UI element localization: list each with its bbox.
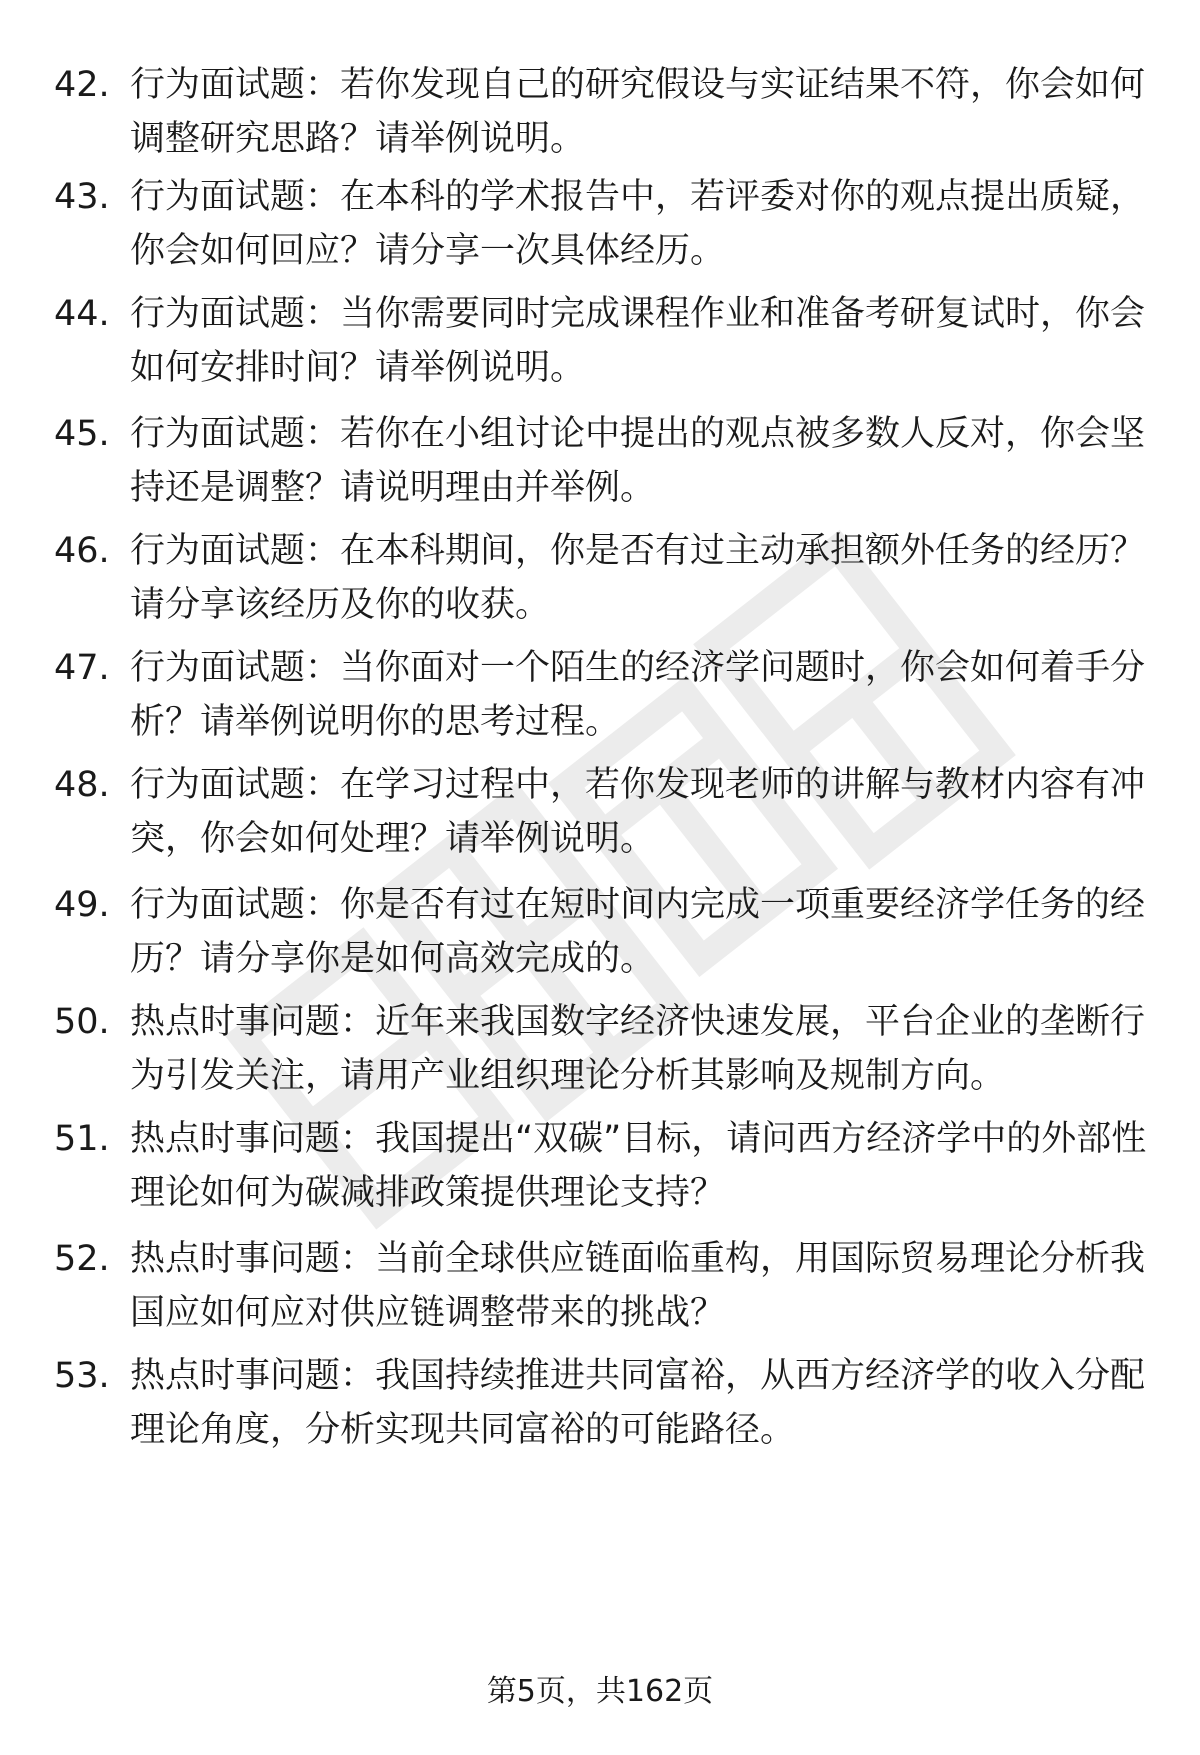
question-text: 行为面试题：在学习过程中，若你发现老师的讲解与教材内容有冲突，你会如何处理？请举例说明。 (130, 765, 1146, 859)
question-text: 热点时事问题：我国持续推进共同富裕，从西方经济学的收入分配理论角度，分析实现共同富裕的可能路径。 (130, 1356, 1146, 1450)
question-number: 46. (54, 531, 110, 571)
question-text: 热点时事问题：我国提出“双碳”目标，请问西方经济学中的外部性理论如何为碳减排政策提供理论支持？ (130, 1119, 1147, 1213)
question-number: 52. (54, 1239, 110, 1279)
question-text: 热点时事问题：当前全球供应链面临重构，用国际贸易理论分析我国应如何应对供应链调整带来的挑战？ (130, 1239, 1146, 1333)
question-text: 行为面试题：在本科期间，你是否有过主动承担额外任务的经历？请分享该经历及你的收获。 (130, 531, 1146, 625)
question-text: 行为面试题：在本科的学术报告中，若评委对你的观点提出质疑，你会如何回应？请分享一次具体经历。 (130, 177, 1146, 271)
question-number: 53. (54, 1356, 110, 1396)
question-text: 行为面试题：若你发现自己的研究假设与实证结果不符，你会如何调整研究思路？请举例说明。 (130, 65, 1146, 159)
question-number: 47. (54, 648, 110, 688)
question-text: 行为面试题：若你在小组讨论中提出的观点被多数人反对，你会坚持还是调整？请说明理由并举例。 (130, 414, 1146, 508)
question-number: 45. (54, 414, 110, 454)
question-number: 48. (54, 765, 110, 805)
question-number: 43. (54, 177, 110, 217)
question-number: 51. (54, 1119, 110, 1159)
question-number: 44. (54, 294, 110, 334)
question-number: 42. (54, 65, 110, 105)
question-number: 49. (54, 885, 110, 925)
question-text: 行为面试题：当你面对一个陌生的经济学问题时，你会如何着手分析？请举例说明你的思考过程。 (130, 648, 1146, 742)
question-number: 50. (54, 1002, 110, 1042)
question-text: 热点时事问题：近年来我国数字经济快速发展，平台企业的垄断行为引发关注，请用产业组织理论分析其影响及规制方向。 (130, 1002, 1146, 1096)
question-text: 行为面试题：你是否有过在短时间内完成一项重要经济学任务的经历？请分享你是如何高效完成的。 (130, 885, 1146, 979)
page-number-footer: 第5页，共162页 (486, 1674, 714, 1709)
question-text: 行为面试题：当你需要同时完成课程作业和准备考研复试时，你会如何安排时间？请举例说明。 (130, 294, 1146, 388)
